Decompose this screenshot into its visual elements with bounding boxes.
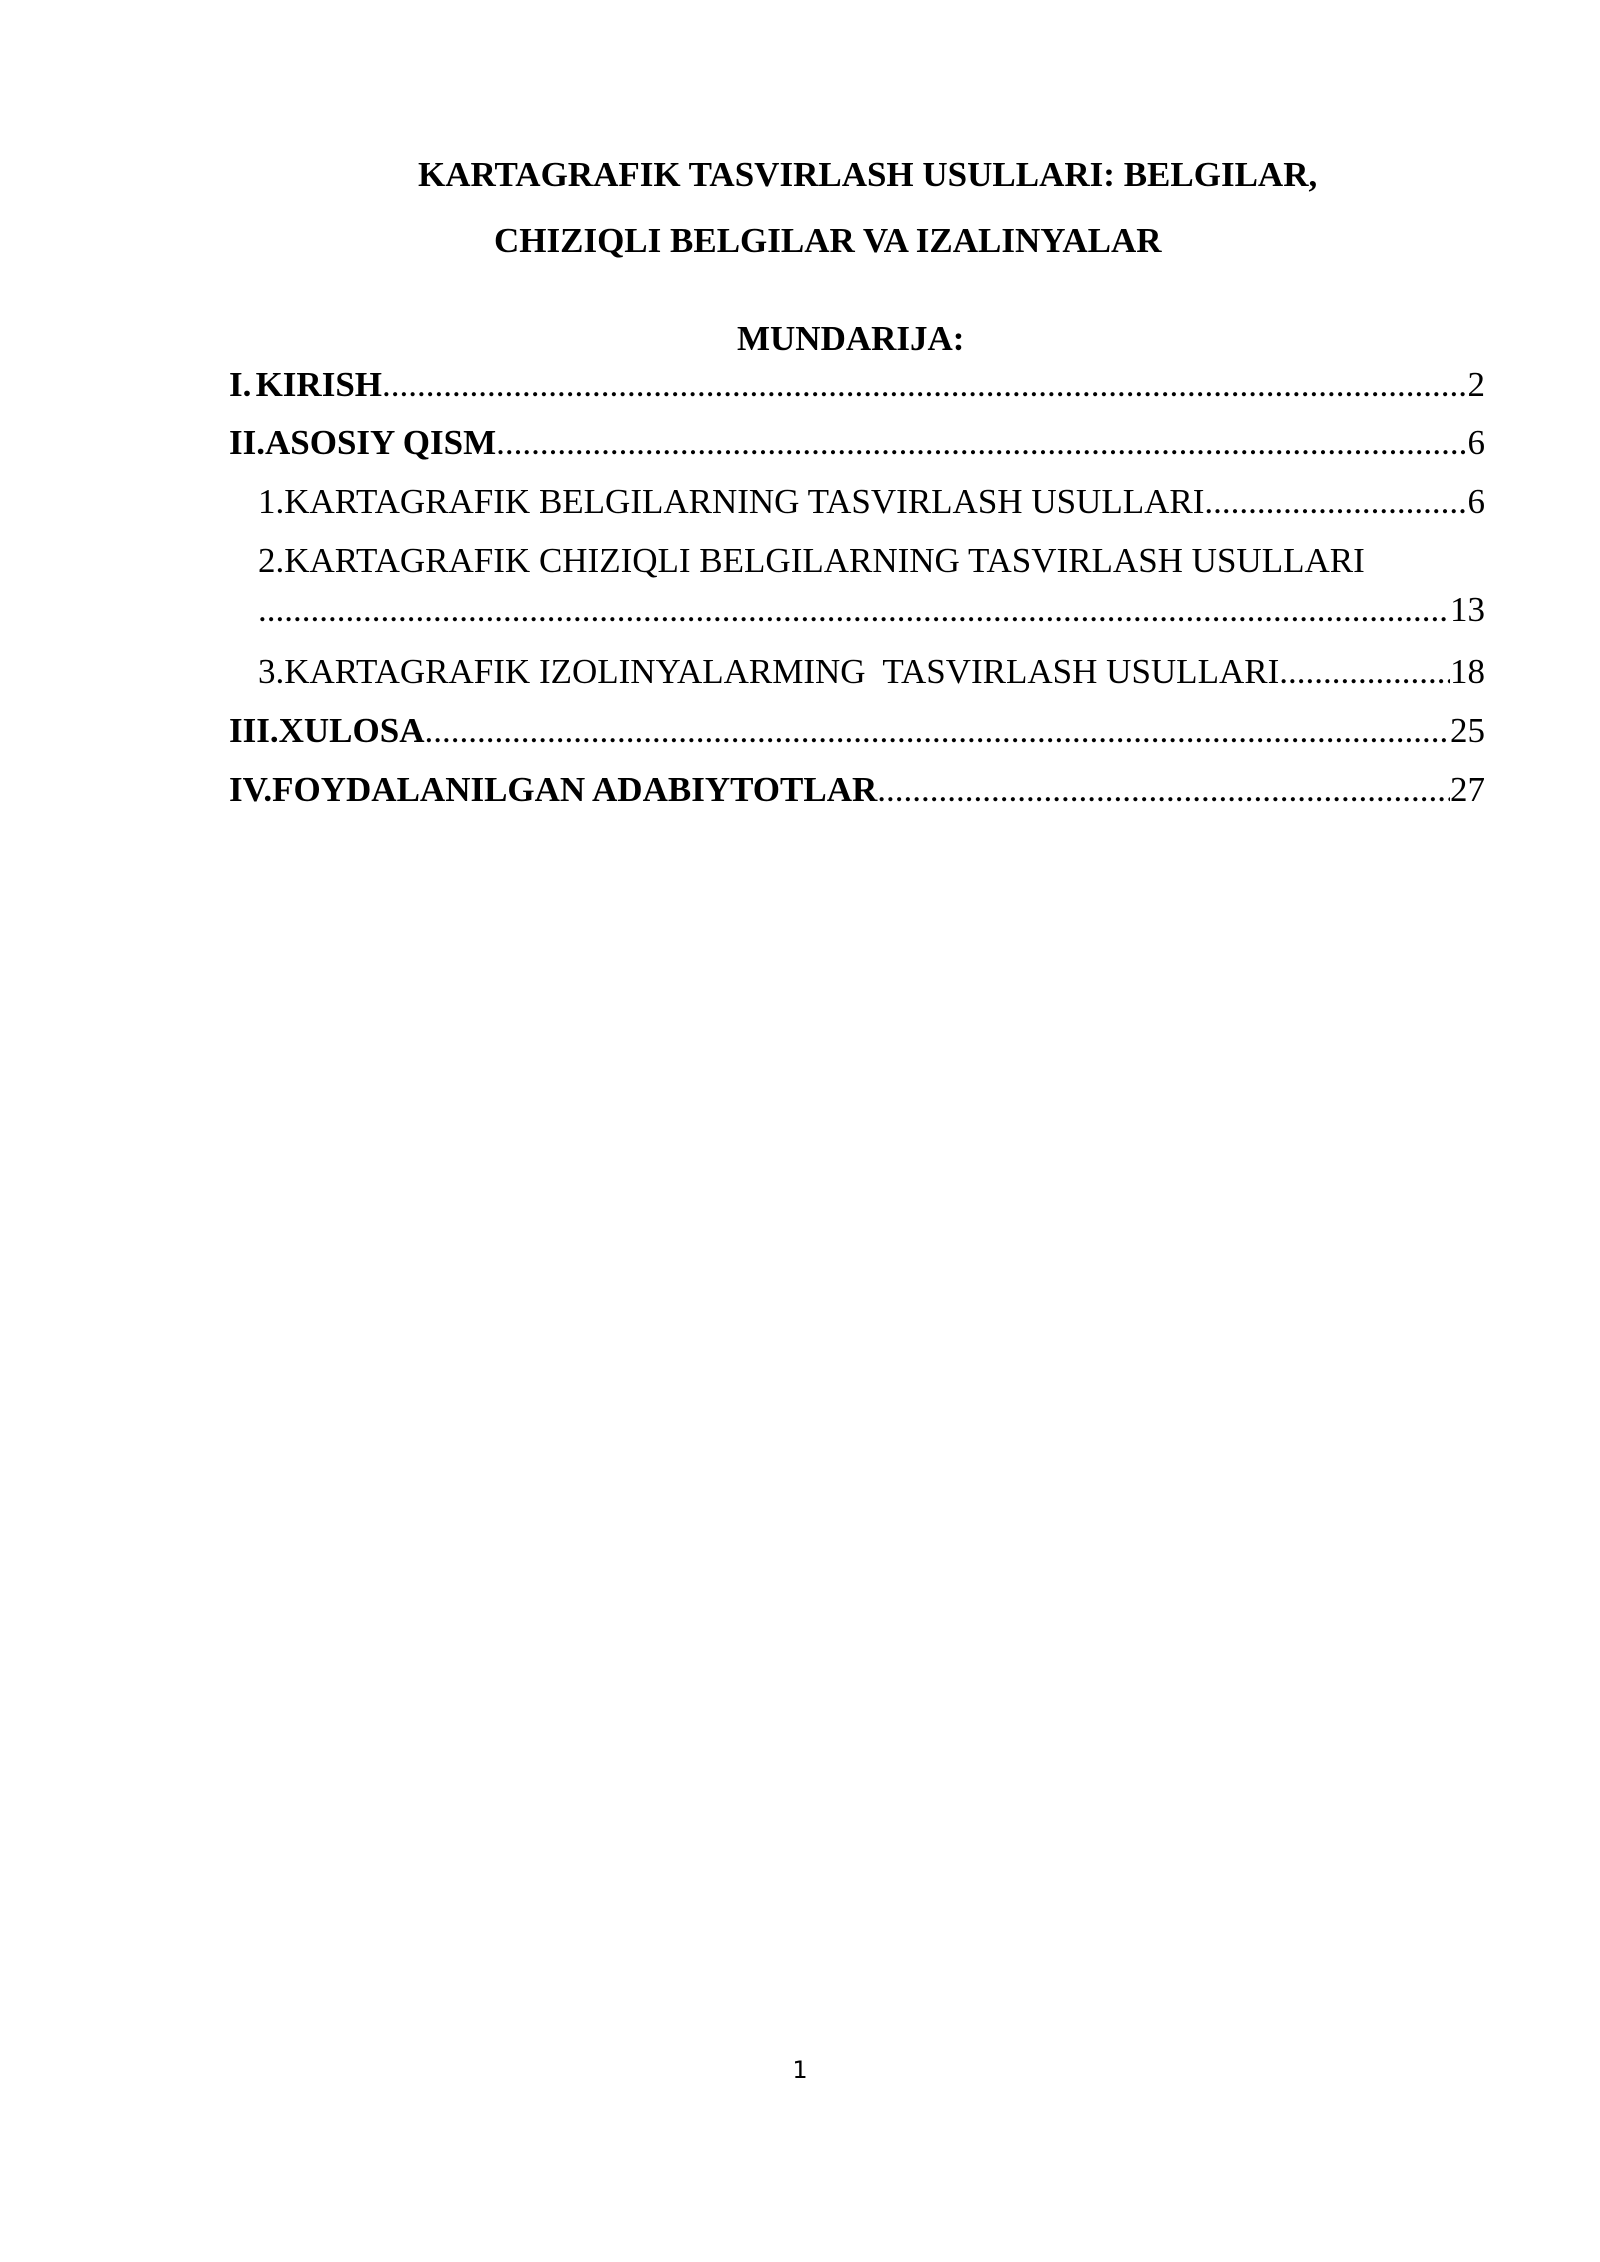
- toc-entry-number: IV.: [229, 772, 273, 807]
- toc-leader-dots: [877, 772, 1450, 807]
- toc-entry-page: 27: [1450, 772, 1485, 807]
- toc-entry-page: 13: [1450, 592, 1485, 627]
- toc-entry-label: KIRISH: [255, 367, 383, 402]
- toc-subentry-izolinyalar[interactable]: [258, 654, 1485, 689]
- page-number: 1: [792, 2056, 808, 2084]
- toc-leader-dots: [425, 713, 1451, 748]
- toc-leader-dots: [1279, 654, 1450, 689]
- toc-entry-kirish[interactable]: [229, 367, 1485, 402]
- toc-entry-xulosa[interactable]: [229, 713, 1485, 748]
- toc-entry-label: 3.KARTAGRAFIK IZOLINYALARMING TASVIRLASH USULLARI: [258, 654, 1280, 689]
- toc-entry-page: 18: [1450, 654, 1485, 689]
- toc-entry-page: 2: [1467, 367, 1485, 402]
- document-title-line-2: CHIZIQLI BELGILAR VA IZALINYALAR: [494, 221, 1162, 260]
- toc-leader-dots: [382, 367, 1467, 402]
- toc-leader-dots: [496, 425, 1467, 460]
- toc-entry-page: 25: [1450, 713, 1485, 748]
- toc-entry-number: II.: [229, 425, 265, 460]
- toc-entry-label: ASOSIY QISM: [265, 425, 497, 460]
- toc-entry-number: III.: [229, 713, 279, 748]
- toc-entry-page: 6: [1467, 484, 1485, 519]
- toc-entry-label: XULOSA: [278, 713, 425, 748]
- toc-subentry-chiziqli-label[interactable]: 2.KARTAGRAFIK CHIZIQLI BELGILARNING TASVIRLASH USULLARI: [258, 541, 1365, 580]
- document-title-line-1: KARTAGRAFIK TASVIRLASH USULLARI: BELGILAR,: [418, 155, 1318, 194]
- toc-entry-asosiy-qism[interactable]: [229, 425, 1485, 460]
- toc-entry-page: 6: [1467, 425, 1485, 460]
- toc-entry-label: 1.KARTAGRAFIK BELGILARNING TASVIRLASH USULLARI: [258, 484, 1205, 519]
- toc-entry-number: I.: [229, 367, 252, 402]
- toc-heading: MUNDARIJA:: [737, 319, 965, 358]
- toc-entry-adabiyotlar[interactable]: [229, 772, 1485, 807]
- toc-entry-label: FOYDALANILGAN ADABIYTOTLAR: [272, 772, 878, 807]
- toc-leader-dots: [1204, 484, 1467, 519]
- toc-subentry-belgilar[interactable]: [258, 484, 1485, 519]
- toc-leader-dots: [258, 592, 1450, 627]
- toc-subentry-chiziqli[interactable]: [258, 592, 1485, 627]
